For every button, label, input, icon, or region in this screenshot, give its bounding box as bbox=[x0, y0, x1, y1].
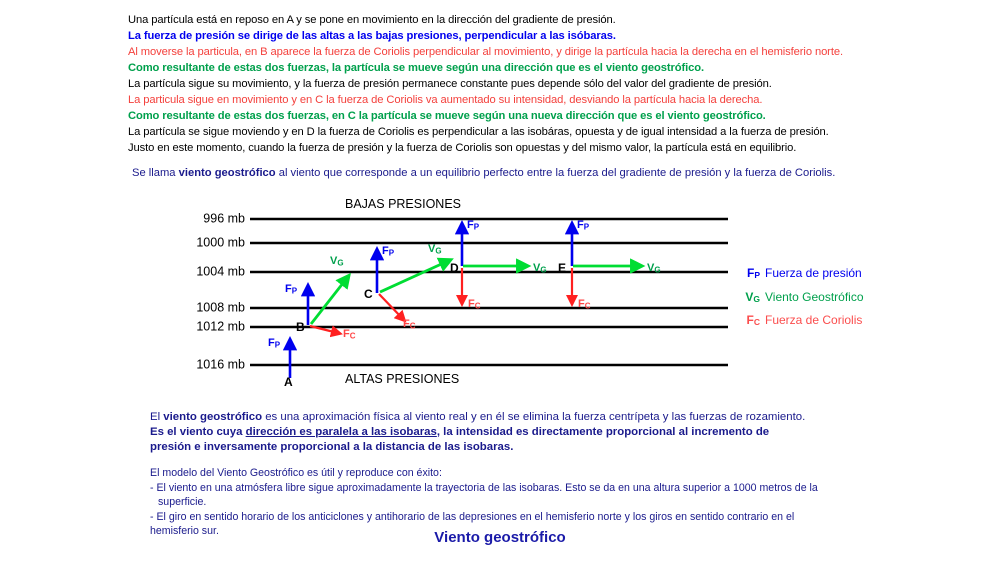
legend-label-fp: Fuerza de presión bbox=[765, 266, 862, 280]
point-e-vg-label: VG bbox=[647, 262, 661, 275]
point-c-coriolis-force-arrow bbox=[379, 294, 403, 319]
point-d-fp-label: FP bbox=[467, 219, 480, 232]
point-c-fp-label: FP bbox=[382, 245, 395, 258]
point-c-label: C bbox=[364, 287, 373, 301]
intro-line-4: Como resultante de estas dos fuerzas, la partícula se mueve según una dirección que es el viento geostrófico. bbox=[128, 62, 704, 74]
bottom-lead-2c: , la intensidad es directamente proporcional al incremento de bbox=[436, 425, 770, 438]
point-c-group bbox=[364, 243, 448, 331]
legend-item-coriolis-force bbox=[740, 309, 940, 333]
model-description-block bbox=[150, 466, 950, 539]
legend-symbol-vg: $V_G$ bbox=[745, 289, 760, 304]
geostrophic-definition bbox=[128, 165, 988, 181]
point-a-fp-label: FP bbox=[268, 337, 281, 350]
intro-line-8: La partícula se sigue moviendo y en D la fuerza de Coriolis es perpendicular a las isobáras, opuesta y de igual intensidad a la fuerza de presión. bbox=[128, 126, 829, 138]
isobar-lines bbox=[250, 219, 728, 365]
legend-symbol-fp: $F_P$ bbox=[746, 266, 760, 280]
bottom-lead-underlined: dirección es paralela a las isobaras bbox=[245, 425, 437, 438]
definition-suffix: al viento que corresponde a un equilibrio perfecto entre la fuerza del gradiente de presión y la fuerza de Coriolis. bbox=[275, 167, 836, 179]
bottom-lead-1a: El bbox=[150, 411, 164, 423]
definition-prefix: Se llama bbox=[132, 167, 179, 179]
legend-label-fc: Fuerza de Coriolis bbox=[765, 313, 863, 327]
legend-item-pressure-force bbox=[740, 262, 940, 286]
intro-line-7: Como resultante de estas dos fuerzas, en C la partícula se mueve según una nueva dirección que es el viento geostrófico. bbox=[128, 110, 766, 122]
intro-line-2: La fuerza de presión se dirige de las altas a las bajas presiones, perpendicular a las isóbaras. bbox=[128, 30, 616, 42]
diagram-legend bbox=[740, 262, 940, 333]
isobar-label-1008: 1008 mb bbox=[196, 300, 245, 315]
intro-line-3: Al moverse la particula, en B aparece la fuerza de Coriolis perpendicular al movimiento, y dirige la partícula hacia la derecha en el hemisferio norte. bbox=[128, 46, 843, 58]
page-title: Viento geostrófico bbox=[434, 529, 566, 546]
point-a-label: A bbox=[284, 375, 293, 389]
model-item-1-cont: superficie. bbox=[158, 496, 207, 508]
intro-line-6: La particula sigue en movimiento y en C la fuerza de Coriolis va aumentado su intensidad, desviando la partícula hacia la derecha. bbox=[128, 94, 763, 106]
point-b-label: B bbox=[296, 320, 305, 334]
intro-line-5: La partícula sigue su movimiento, y la fuerza de presión permanece constante pues depende sólo del valor del gradiente de presión. bbox=[128, 78, 772, 90]
point-c-vg-label: VG bbox=[428, 243, 442, 256]
point-b-geostrophic-wind-arrow bbox=[311, 278, 347, 324]
low-pressure-label: BAJAS PRESIONES bbox=[345, 197, 462, 211]
legend-label-vg: Viento Geostrófico bbox=[765, 289, 864, 304]
bottom-lead-1c: es una aproximación física al viento real y en él se elimina la fuerza centrípeta y las fuerzas de rozamiento. bbox=[262, 411, 806, 423]
point-b-group bbox=[285, 255, 356, 341]
bottom-lead-2a: Es el viento cuya bbox=[150, 425, 246, 438]
point-c-fc-label: FC bbox=[403, 318, 416, 331]
point-e-fp-label: FP bbox=[577, 219, 590, 232]
point-e-fc-label: FC bbox=[578, 298, 591, 311]
model-item-1: - El viento en una atmósfera libre sigue aproximadamente la trayectoria de las isobaras. Esto se da en una altura superior a 1000 metros de la bbox=[150, 481, 818, 494]
definition-term: viento geostrófico bbox=[178, 167, 276, 179]
point-e-group bbox=[558, 219, 661, 311]
point-a-group bbox=[268, 337, 293, 389]
model-item-2: - El giro en sentido horario de los anticiclones y antihorario de las depresiones en el hemisferio norte y los giros en sentido contrario en el bbox=[150, 510, 795, 523]
isobar-label-1012: 1012 mb bbox=[196, 319, 245, 334]
intro-spacer bbox=[128, 156, 988, 165]
isobar-label-1004: 1004 mb bbox=[196, 264, 245, 279]
isobar-label-1000: 1000 mb bbox=[196, 235, 245, 250]
bottom-lead-line-2 bbox=[150, 425, 950, 440]
point-b-fc-label: FC bbox=[343, 328, 356, 341]
model-item-2-cont: hemisferio sur. bbox=[150, 525, 219, 537]
legend-symbol-fc: $F_C$ bbox=[746, 313, 760, 327]
point-e-label: E bbox=[558, 261, 567, 275]
bottom-lead-line-1 bbox=[150, 410, 950, 425]
point-d-label: D bbox=[450, 261, 459, 275]
point-d-vg-label: VG bbox=[533, 262, 547, 275]
model-intro: El modelo del Viento Geostrófico es útil y reproduce con éxito: bbox=[150, 467, 442, 479]
point-c-geostrophic-wind-arrow bbox=[380, 261, 448, 292]
legend-item-geostrophic-wind bbox=[740, 286, 940, 310]
isobar-label-996: 996 mb bbox=[203, 211, 245, 226]
high-pressure-label: ALTAS PRESIONES bbox=[345, 372, 460, 386]
point-b-fp-label: FP bbox=[285, 283, 298, 296]
isobar-labels bbox=[196, 211, 245, 371]
bottom-lead-term: viento geostrófico bbox=[163, 411, 263, 423]
point-d-group bbox=[450, 219, 547, 311]
isobar-label-1016: 1016 mb bbox=[196, 357, 245, 372]
bottom-lead-3: presión e inversamente proporcional a la distancia de las isobaras. bbox=[150, 440, 514, 453]
bottom-lead-line-3 bbox=[150, 440, 950, 455]
intro-line-9: Justo en este momento, cuando la fuerza de presión y la fuerza de Coriolis son opuestas y del mismo valor, la partícula está en equilibrio. bbox=[128, 142, 797, 154]
point-b-vg-label: VG bbox=[330, 255, 344, 268]
intro-line-1: Una partícula está en reposo en A y se pone en movimiento en la dirección del gradiente de presión. bbox=[128, 14, 616, 26]
intro-text-block bbox=[128, 12, 988, 181]
bottom-definition-block bbox=[150, 410, 950, 454]
point-d-fc-label: FC bbox=[468, 298, 481, 311]
